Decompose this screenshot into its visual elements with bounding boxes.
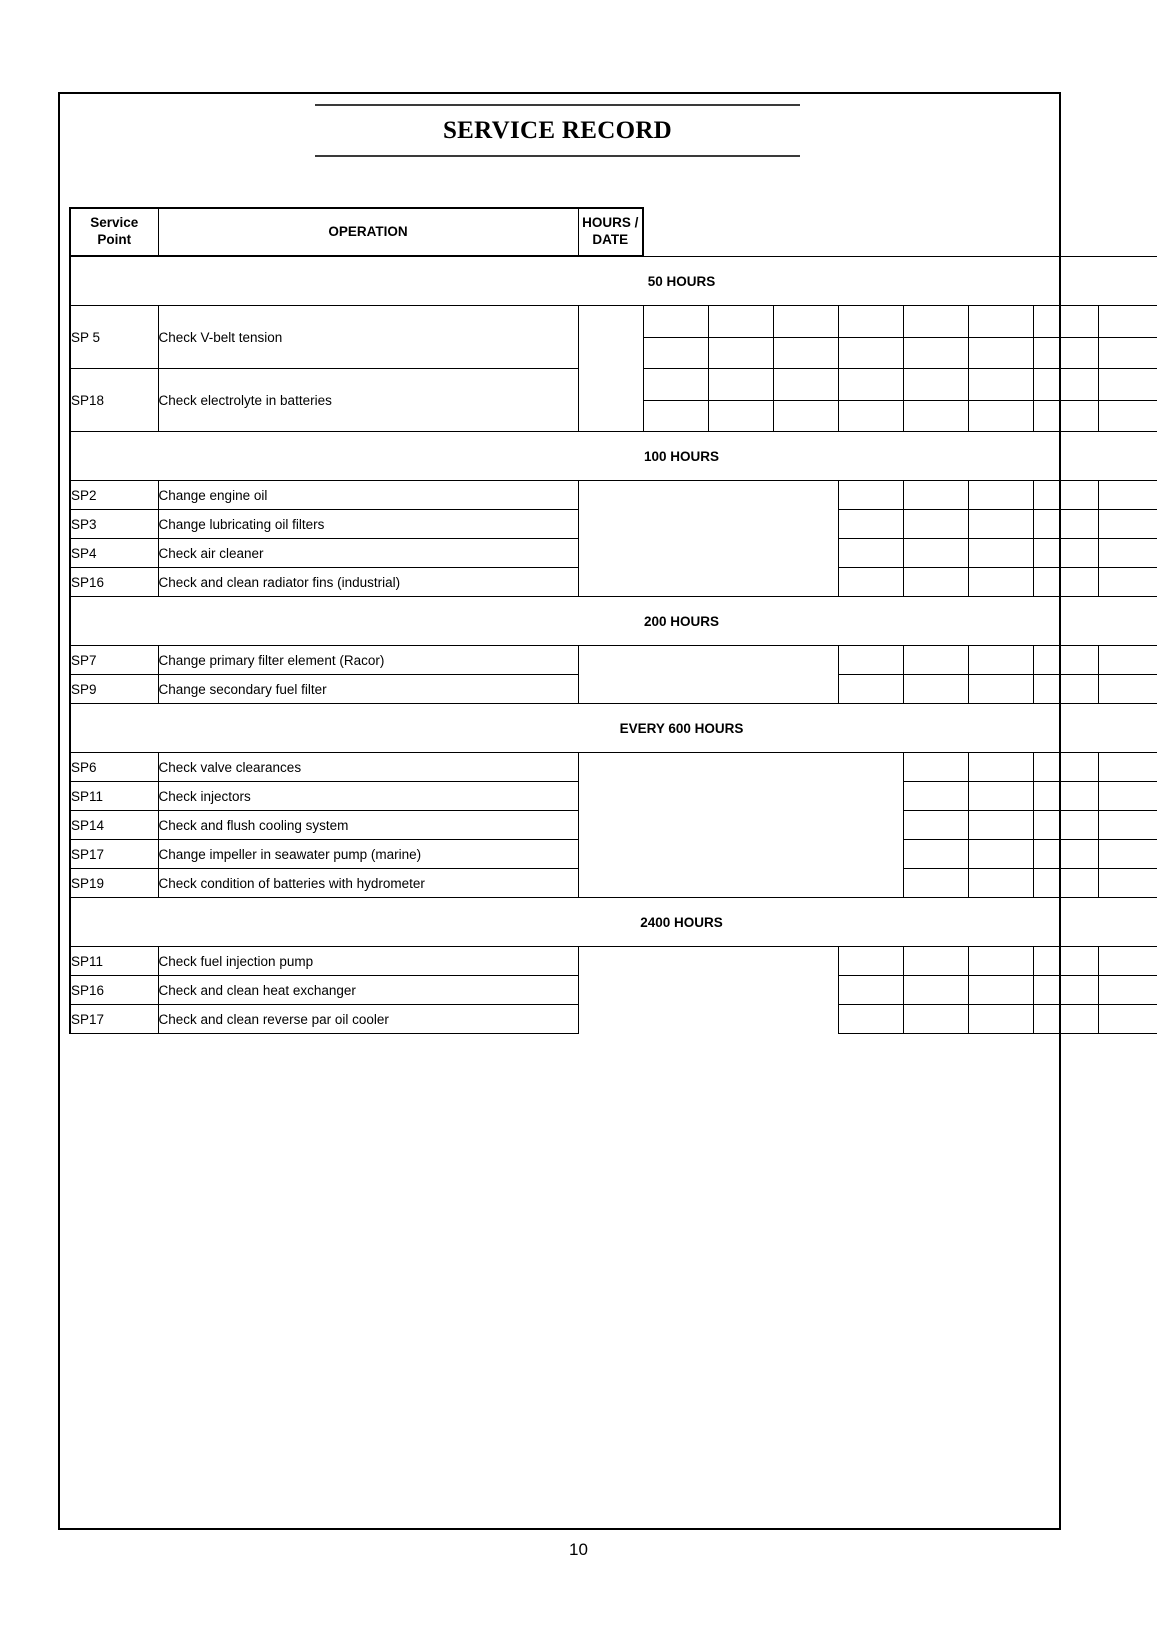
service-point-cell: SP14	[70, 811, 158, 840]
service-record-table	[69, 207, 1157, 1034]
title-block	[315, 104, 800, 157]
table-row	[70, 753, 1157, 782]
service-point-cell: SP19	[70, 869, 158, 898]
hours-date-entry-cell[interactable]	[1098, 400, 1157, 432]
hours-date-entry-cell[interactable]	[968, 947, 1033, 976]
section-header-label: 200 HOURS	[70, 597, 1157, 646]
section-header-label: EVERY 600 HOURS	[70, 704, 1157, 753]
hours-date-entry-cell[interactable]	[968, 753, 1033, 782]
hours-date-entry-cell[interactable]	[903, 782, 968, 811]
service-point-header-line1: Service	[90, 215, 139, 231]
column-header-hours-date: HOURS / DATE	[578, 208, 643, 256]
page-number: 10	[569, 1540, 588, 1559]
hours-date-entry-cell[interactable]	[903, 675, 968, 704]
hours-date-entry-cell[interactable]	[968, 1005, 1033, 1034]
hours-date-entry-cell[interactable]	[903, 400, 968, 432]
hours-date-entry-cell[interactable]	[1098, 840, 1157, 869]
operation-cell: Check and flush cooling system	[158, 811, 578, 840]
hours-date-entry-cell[interactable]	[1033, 976, 1098, 1005]
hours-date-entry-cell[interactable]	[1098, 510, 1157, 539]
hours-date-entry-cell[interactable]	[1098, 1005, 1157, 1034]
hours-date-entry-cell[interactable]	[1033, 869, 1098, 898]
spacer-cell	[578, 811, 903, 840]
service-point-cell: SP4	[70, 539, 158, 568]
service-point-cell: SP9	[70, 675, 158, 704]
spacer-cell	[578, 481, 838, 510]
spacer-cell	[578, 306, 643, 338]
hours-date-entry-cell[interactable]	[968, 306, 1033, 338]
hours-date-entry-cell[interactable]	[643, 306, 708, 338]
hours-date-entry-cell[interactable]	[1098, 811, 1157, 840]
hours-date-entry-cell[interactable]	[1033, 481, 1098, 510]
table-row	[70, 976, 1157, 1005]
hours-date-entry-cell[interactable]	[903, 976, 968, 1005]
hours-date-entry-cell[interactable]	[968, 539, 1033, 568]
section-header-row	[70, 704, 1157, 753]
hours-date-entry-cell[interactable]	[968, 869, 1033, 898]
hours-date-entry-cell[interactable]	[903, 337, 968, 369]
spacer-cell	[578, 539, 838, 568]
hours-date-entry-cell[interactable]	[708, 337, 773, 369]
table-row	[70, 1005, 1157, 1034]
spacer-cell	[578, 840, 903, 869]
hours-date-entry-cell[interactable]	[1033, 782, 1098, 811]
operation-cell: Change primary filter element (Racor)	[158, 646, 578, 675]
hours-date-entry-cell[interactable]	[1098, 753, 1157, 782]
service-point-cell: SP11	[70, 782, 158, 811]
hours-date-entry-cell[interactable]	[1033, 947, 1098, 976]
hours-date-entry-cell[interactable]	[903, 1005, 968, 1034]
table-row	[70, 811, 1157, 840]
hours-date-entry-cell[interactable]	[1033, 646, 1098, 675]
service-point-cell: SP17	[70, 1005, 158, 1034]
table-row	[70, 646, 1157, 675]
table-body	[70, 256, 1157, 1034]
spacer-cell	[578, 675, 838, 704]
table-row	[70, 947, 1157, 976]
table-head	[70, 208, 1157, 256]
hours-date-entry-cell[interactable]	[968, 840, 1033, 869]
hours-date-entry-cell[interactable]	[903, 947, 968, 976]
table-row	[70, 782, 1157, 811]
hours-date-entry-cell[interactable]	[968, 568, 1033, 597]
hours-date-entry-cell[interactable]	[1033, 675, 1098, 704]
table-header-row	[70, 208, 1157, 256]
service-point-cell: SP11	[70, 947, 158, 976]
hours-date-entry-cell[interactable]	[1033, 811, 1098, 840]
hours-date-entry-cell[interactable]	[903, 840, 968, 869]
hours-date-entry-cell[interactable]	[838, 369, 903, 401]
hours-date-entry-cell[interactable]	[903, 811, 968, 840]
spacer-cell	[578, 646, 838, 675]
hours-date-entry-cell[interactable]	[1033, 539, 1098, 568]
hours-date-entry-cell[interactable]	[968, 782, 1033, 811]
hours-date-entry-cell[interactable]	[1098, 568, 1157, 597]
section-header-label: 100 HOURS	[70, 432, 1157, 481]
hours-date-entry-cell[interactable]	[1098, 869, 1157, 898]
hours-date-entry-cell[interactable]	[903, 753, 968, 782]
section-header-row	[70, 432, 1157, 481]
hours-date-entry-cell[interactable]	[1098, 337, 1157, 369]
operation-cell: Change lubricating oil filters	[158, 510, 578, 539]
column-header-service-point	[70, 208, 158, 256]
hours-date-entry-cell[interactable]	[1033, 400, 1098, 432]
hours-date-entry-cell[interactable]	[1033, 1005, 1098, 1034]
hours-date-entry-cell[interactable]	[968, 369, 1033, 401]
column-header-operation: OPERATION	[158, 208, 578, 256]
hours-date-entry-cell[interactable]	[708, 306, 773, 338]
section-header-row	[70, 256, 1157, 306]
section-header-row	[70, 597, 1157, 646]
hours-date-entry-cell[interactable]	[968, 400, 1033, 432]
operation-cell: Check V-belt tension	[158, 306, 578, 369]
hours-date-entry-cell[interactable]	[838, 568, 903, 597]
hours-date-entry-cell[interactable]	[838, 976, 903, 1005]
table-row	[70, 539, 1157, 568]
hours-date-entry-cell[interactable]	[708, 400, 773, 432]
service-point-cell: SP2	[70, 481, 158, 510]
hours-date-entry-cell[interactable]	[838, 481, 903, 510]
hours-date-entry-cell[interactable]	[773, 400, 838, 432]
hours-date-entry-cell[interactable]	[1033, 840, 1098, 869]
operation-cell: Check and clean heat exchanger	[158, 976, 578, 1005]
spacer-cell	[578, 337, 643, 369]
spacer-cell	[578, 753, 903, 782]
table-row	[70, 869, 1157, 898]
hours-date-entry-cell[interactable]	[838, 510, 903, 539]
hours-date-entry-cell[interactable]	[643, 400, 708, 432]
section-header-row	[70, 898, 1157, 947]
hours-date-entry-cell[interactable]	[1033, 369, 1098, 401]
section-header-label: 50 HOURS	[70, 256, 1157, 306]
page-title: SERVICE RECORD	[442, 117, 673, 144]
hours-date-entry-cell[interactable]	[1098, 369, 1157, 401]
operation-cell: Check injectors	[158, 782, 578, 811]
operation-cell: Check condition of batteries with hydrometer	[158, 869, 578, 898]
service-point-cell: SP16	[70, 976, 158, 1005]
operation-cell: Change impeller in seawater pump (marine)	[158, 840, 578, 869]
hours-date-entry-cell[interactable]	[773, 337, 838, 369]
hours-date-entry-cell[interactable]	[903, 568, 968, 597]
operation-cell: Change engine oil	[158, 481, 578, 510]
table-row	[70, 510, 1157, 539]
hours-date-entry-cell[interactable]	[838, 675, 903, 704]
hours-date-entry-cell[interactable]	[708, 369, 773, 401]
table-row	[70, 369, 1157, 401]
hours-date-entry-cell[interactable]	[968, 510, 1033, 539]
hours-date-entry-cell[interactable]	[1033, 568, 1098, 597]
hours-date-entry-cell[interactable]	[968, 976, 1033, 1005]
hours-date-entry-cell[interactable]	[903, 510, 968, 539]
page-border	[58, 92, 1061, 1530]
hours-date-entry-cell[interactable]	[968, 481, 1033, 510]
service-point-cell: SP18	[70, 369, 158, 432]
spacer-cell	[578, 947, 838, 976]
spacer-cell	[578, 510, 838, 539]
service-point-cell: SP16	[70, 568, 158, 597]
hours-date-entry-cell[interactable]	[838, 947, 903, 976]
spacer-cell	[578, 869, 903, 898]
hours-date-entry-cell[interactable]	[1098, 646, 1157, 675]
spacer-cell	[578, 369, 643, 401]
operation-cell: Check and clean reverse par oil cooler	[158, 1005, 578, 1034]
operation-cell: Check and clean radiator fins (industrial)	[158, 568, 578, 597]
operation-cell: Check air cleaner	[158, 539, 578, 568]
hours-date-entry-cell[interactable]	[903, 869, 968, 898]
service-point-cell: SP3	[70, 510, 158, 539]
service-point-cell: SP17	[70, 840, 158, 869]
hours-date-entry-cell[interactable]	[968, 646, 1033, 675]
service-point-header-line2: Point	[97, 232, 132, 247]
spacer-cell	[578, 1005, 838, 1034]
hours-date-entry-cell[interactable]	[903, 481, 968, 510]
hours-date-entry-cell[interactable]	[1033, 337, 1098, 369]
hours-date-entry-cell[interactable]	[838, 337, 903, 369]
hours-date-entry-cell[interactable]	[1098, 675, 1157, 704]
operation-cell: Change secondary fuel filter	[158, 675, 578, 704]
hours-date-entry-cell[interactable]	[1098, 481, 1157, 510]
spacer-cell	[578, 568, 838, 597]
service-point-cell: SP6	[70, 753, 158, 782]
hours-date-entry-cell[interactable]	[643, 369, 708, 401]
hours-date-entry-cell[interactable]	[1098, 782, 1157, 811]
table-row	[70, 481, 1157, 510]
spacer-cell	[578, 400, 643, 432]
table-row	[70, 306, 1157, 338]
hours-date-entry-cell[interactable]	[773, 306, 838, 338]
hours-date-entry-cell[interactable]	[1098, 306, 1157, 338]
hours-date-entry-cell[interactable]	[643, 337, 708, 369]
hours-date-entry-cell[interactable]	[1098, 539, 1157, 568]
hours-date-entry-cell[interactable]	[968, 337, 1033, 369]
hours-date-entry-cell[interactable]	[838, 539, 903, 568]
operation-cell: Check electrolyte in batteries	[158, 369, 578, 432]
hours-date-entry-cell[interactable]	[903, 646, 968, 675]
operation-cell: Check valve clearances	[158, 753, 578, 782]
hours-date-entry-cell[interactable]	[1033, 510, 1098, 539]
hours-date-entry-cell[interactable]	[838, 400, 903, 432]
hours-date-entry-cell[interactable]	[1098, 976, 1157, 1005]
table-row	[70, 675, 1157, 704]
hours-date-entry-cell[interactable]	[1098, 947, 1157, 976]
table-row	[70, 568, 1157, 597]
hours-date-entry-cell[interactable]	[1033, 753, 1098, 782]
service-point-cell: SP 5	[70, 306, 158, 369]
spacer-cell	[578, 782, 903, 811]
hours-date-entry-cell[interactable]	[968, 675, 1033, 704]
hours-date-entry-cell[interactable]	[838, 306, 903, 338]
hours-date-entry-cell[interactable]	[1033, 306, 1098, 338]
service-point-cell: SP7	[70, 646, 158, 675]
title-rule-bottom	[315, 155, 800, 157]
hours-date-entry-cell[interactable]	[838, 646, 903, 675]
hours-date-entry-cell[interactable]	[773, 369, 838, 401]
hours-date-entry-cell[interactable]	[968, 811, 1033, 840]
hours-date-entry-cell[interactable]	[903, 369, 968, 401]
table-row	[70, 840, 1157, 869]
operation-cell: Check fuel injection pump	[158, 947, 578, 976]
spacer-cell	[578, 976, 838, 1005]
hours-date-entry-cell[interactable]	[903, 306, 968, 338]
hours-date-entry-cell[interactable]	[838, 1005, 903, 1034]
section-header-label: 2400 HOURS	[70, 898, 1157, 947]
hours-date-entry-cell[interactable]	[903, 539, 968, 568]
